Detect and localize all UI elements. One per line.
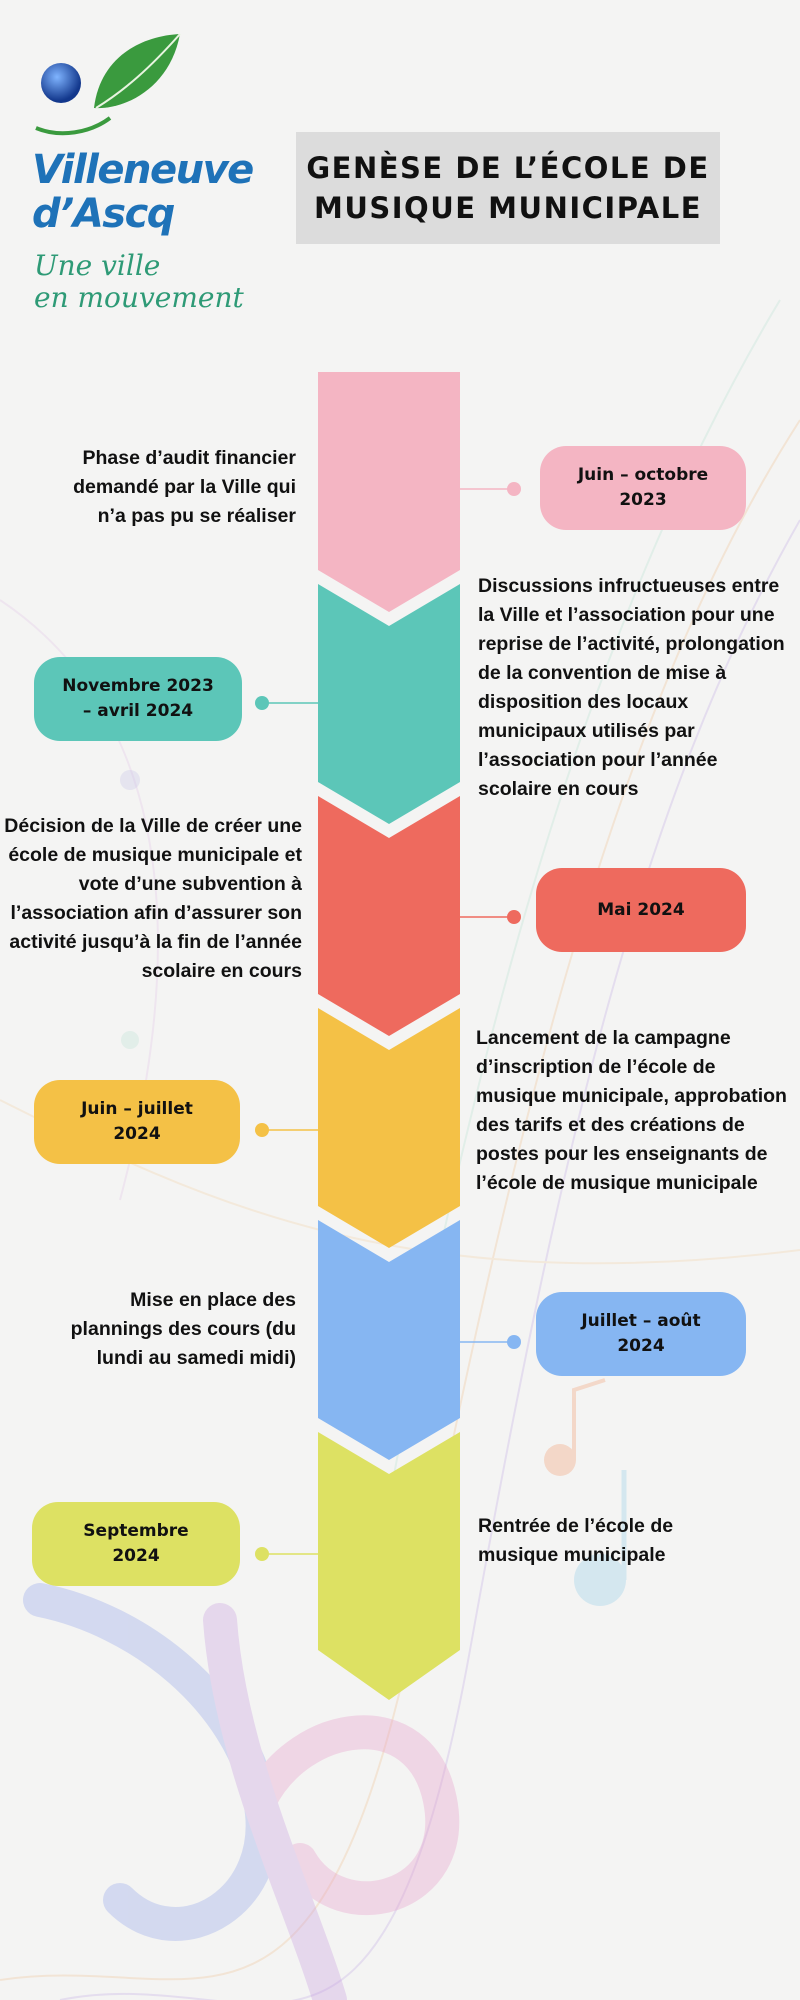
logo-wordmark: Villeneuve d’Ascq [32,147,253,237]
event-text-1: Phase d’audit financier demandé par la Ville qui n’a pas pu se réaliser [73,447,296,527]
page-title: GENÈSE DE L’ÉCOLE DE MUSIQUE MUNICIPALE [306,151,710,225]
event-text-2: Discussions infructueuses entre la Ville et l’association pour une reprise de l’activité, prolongation de la convention de mise à disposition des locaux municipaux utilisés par l’association pour l’année scolaire en cours [478,575,785,800]
chevron-5 [318,1220,460,1460]
date-badge-6: Septembre 2024 [32,1502,240,1586]
date-badge-5: Juillet – août 2024 [536,1292,746,1376]
chevron-1 [318,372,460,612]
date-badge-2: Novembre 2023 – avril 2024 [34,657,242,741]
event-text-6: Rentrée de l’école de musique municipale [478,1515,674,1566]
chevron-3 [318,796,460,1036]
chevron-6 [318,1432,460,1700]
date-badge-1: Juin – octobre 2023 [540,446,746,530]
date-badge-4: Juin – juillet 2024 [34,1080,240,1164]
event-text-3: Décision de la Ville de créer une école de musique municipale et vote d’une subvention à l’association afin d’assurer son activité jusqu’à la fin de l’année scolaire en cours [4,815,302,982]
event-text-5: Mise en place des plannings des cours (du lundi au samedi midi) [70,1289,296,1369]
chevron-2 [318,584,460,824]
date-badge-3: Mai 2024 [536,868,746,952]
event-text-4: Lancement de la campagne d’inscription de l’école de musique municipale, approbation des tarifs et des créations de postes pour les enseignants de l’école de musique municipale [476,1027,787,1194]
logo-tagline: Une ville en mouvement [34,249,244,314]
chevron-4 [318,1008,460,1248]
